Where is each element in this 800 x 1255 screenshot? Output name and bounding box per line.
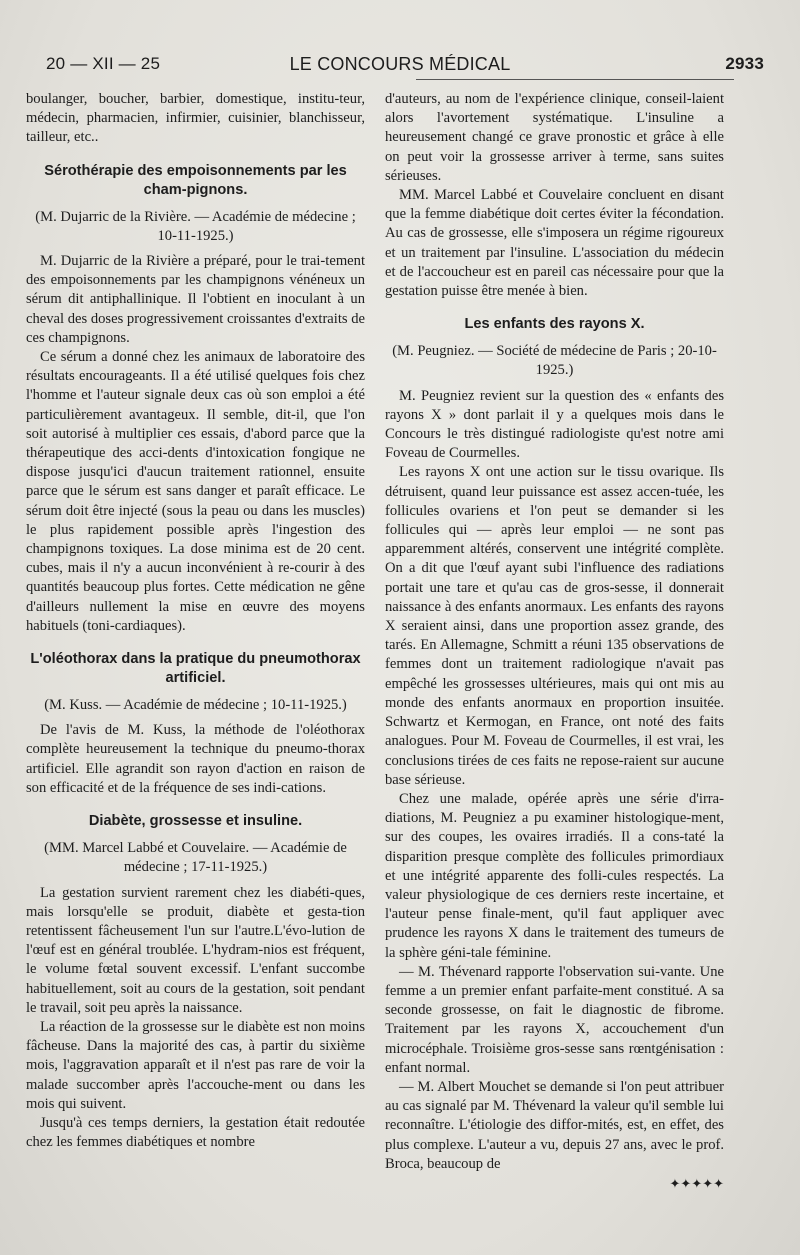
section-ref-oleothorax: (M. Kuss. — Académie de médecine ; 10-11-1925.) — [44, 697, 347, 714]
page-number: 2933 — [725, 54, 764, 73]
left-column — [26, 90, 365, 1193]
paragraph: — M. Thévenard rapporte l'observation sui-vante. Une femme a un premier enfant parfaite-ment constitué. A sa seconde grossesse, on fait le diagnostic de fibrome. Traitement par les rayons X, accouchement d'un microcéphale. Troisième gros-sesse sans rœntgénisation : enfant normal. — [385, 963, 724, 1076]
paragraph: De l'avis de M. Kuss, la méthode de l'oléothorax complète heureusement la technique du pneumo-thorax artificiel. Elle agrandit son rayon d'action en raison de son efficacité et de la fréquence de ses indi-cations. — [26, 722, 365, 796]
paragraph: Ce sérum a donné chez les animaux de laboratoire des résultats encourageants. Il a été utilisé quelques fois chez l'homme et l'auteur signale deux cas où son emploi a été particulièrement avantageux. Il semble, dit-il, que l'on soit autorisé à multiplier ces essais, d'abord parce que la thérapeutique des acci-dents d'intoxication fongique ne dispose jusqu'ici d'aucun traitement rationnel, ensuite parce que le sérum est sans danger et paraît efficace. Le sérum doit être injecté (sous la peau ou dans les muscles) le plus rapidement possible après l'ingestion des champignons toxiques. La dose minima est de 20 cent. cubes, mais il n'y a aucun inconvénient à re-courir à des quantités beaucoup plus fortes. Cette médication ne gêne d'ailleurs nullement la mise en œuvre des moyens habituels (toni-cardiaques). — [26, 349, 365, 634]
paragraph: La réaction de la grossesse sur le diabète est non moins fâcheuse. Dans la majorité des cas, à partir du sixième mois, l'aggravation apparaît et il n'est pas rare de voir la malade succomber après l'accouche-ment ou dans les mois qui suivent. — [26, 1018, 365, 1112]
section-ref-rayons-x: (M. Peugniez. — Société de médecine de Paris ; 20-10-1925.) — [392, 343, 717, 379]
article-columns — [26, 90, 774, 1193]
section-title-oleothorax: L'oléothorax dans la pratique du pneumothorax artificiel. — [30, 651, 361, 687]
section-title-rayons-x: Les enfants des rayons X. — [464, 316, 645, 333]
issue-date: 20 — XII — 25 — [46, 54, 161, 73]
section-title-serotherapie: Sérothérapie des empoisonnements par les cham-pignons. — [44, 162, 347, 198]
header-rule — [416, 79, 734, 80]
right-column — [385, 90, 724, 1193]
section-ref-serotherapie: (M. Dujarric de la Rivière. — Académie de médecine ; 10-11-1925.) — [35, 208, 356, 244]
paragraph: d'auteurs, au nom de l'expérience clinique, conseil-laient alors l'avortement systématique. L'insuline a heureusement changé ce grave pronostic et grâce à elle on peut voir la grossesse arriver à terme, sans suites sérieuses. — [385, 91, 724, 184]
continuation-stars: ✦✦✦✦✦ — [669, 1175, 724, 1191]
paragraph: M. Peugniez revient sur la question des « enfants des rayons X » dont parlait il y a quelques mois dans le Concours le très distingué radiologiste qu'est notre ami Foveau de Courmelles. — [385, 387, 724, 462]
page-header — [26, 52, 774, 78]
paragraph: MM. Marcel Labbé et Couvelaire concluent en disant que la femme diabétique doit certes éviter la fécondation. Au cas de grossesse, elle s'imposera un régime rigoureux et un traitement par l'insuline. L'association du médecin et de l'accoucheur est en pareil cas nécessaire pour que la gestation puisse être menée à bien. — [385, 187, 724, 300]
paragraph: Chez une malade, opérée après une série d'irra-diations, M. Peugniez a pu examiner histologique-ment, sur des coupes, les ovaires irradiés. Il a cons-taté la disparition presque complète des follicules primordiaux et une intégrité apparente des folli-cules respectés. La valeur physiologique de ces derniers reste incertaine, et l'auteur pense finale-ment, qu'il faut appliquer avec prudence les rayons X dans le traitement des tumeurs de la sphère géni-tale féminine. — [385, 790, 724, 961]
section-ref-diabete: (MM. Marcel Labbé et Couvelaire. — Académie de médecine ; 17-11-1925.) — [44, 840, 347, 876]
paragraph: Jusqu'à ces temps derniers, la gestation était redoutée chez les femmes diabétiques et nombre — [26, 1114, 365, 1151]
paragraph: La gestation survient rarement chez les diabéti-ques, mais lorsqu'elle se produit, diabète et gesta-tion retentissent fâcheusement l'un sur l'autre.L'évo-lution de l'œuf est en général troublée. L'hydram-nios est fréquent, le volume fœtal souvent excessif. L'enfant succombe habituellement, soit au cours de la gestation, soit pendant le travail, soit peu après la naissance. — [26, 884, 365, 1016]
journal-title: LE CONCOURS MÉDICAL — [289, 54, 511, 74]
intro-paragraph: boulanger, boucher, barbier, domestique, institu-teur, médecin, pharmacien, infirmier, cuisinier, blanchisseur, tailleur, etc.. — [26, 91, 365, 146]
section-title-diabete: Diabète, grossesse et insuline. — [88, 813, 303, 830]
paragraph: M. Dujarric de la Rivière a préparé, pour le trai-tement des empoisonnements par les champignons vénéneux un sérum dit antiphallinique. Il l'obtient en inoculant à un cheval des doses progressivement croissantes d'extraits de ces champignons. — [26, 253, 365, 346]
paragraph: Les rayons X ont une action sur le tissu ovarique. Ils détruisent, quand leur puissance est assez accen-tuée, les follicules ovariens et l'on peut se demander si les follicules qui — après leur emploi — ne sont pas apparemment altérés, conservent une intégrité complète. On a dit que l'œuf ayant subi l'influence des radiations portait une tare et qu'au cas de gros-sesse, il donnerait naissance à des enfants anormaux. Les enfants des rayons X seraient ainsi, dans une proportion assez grande, des tarés. En Allemagne, Schmitt a réuni 135 observations de femmes dont un traitement radiologique n'avait pas empêché les grossesses ultérieures, mais qui ont mis au monde des enfants anormaux en proportion insuitée. Schwartz et Kermogan, en France, ont noté des faits analogues. Pour M. Foveau de Courmelles, il est vrai, les conclusions tirées de ces faits ne repose-raient sur aucune base sérieuse. — [385, 464, 724, 788]
paragraph: — M. Albert Mouchet se demande si l'on peut attribuer au cas signalé par M. Thévenard la valeur qu'il semble lui reconnaître. L'étiologie des diffor-mités, est, en effet, des plus complexe. L'auteur a vu, depuis 27 ans, avec le prof. Broca, beaucoup de — [385, 1078, 724, 1172]
